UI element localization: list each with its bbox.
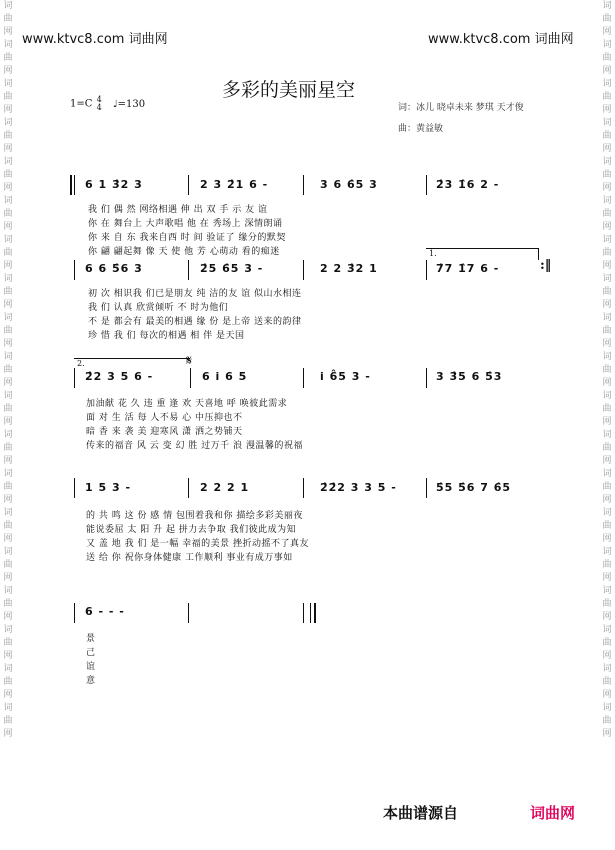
time-signature <box>97 96 102 112</box>
barline <box>303 175 304 195</box>
barline <box>188 478 189 498</box>
lyric-line: 不 是 都会有 最美的相遇 缘 份 是上帝 送来的韵律 <box>88 317 302 327</box>
barline <box>303 478 304 498</box>
volta-2-label: 2. <box>77 359 85 368</box>
lyric-line: 景 <box>86 634 96 644</box>
barline <box>74 260 75 280</box>
measure-notes: 6 - - - <box>85 605 125 618</box>
song-title: 多彩的美丽星空 <box>222 79 356 101</box>
lyric-line: 己 <box>86 648 96 658</box>
footer-source-text: 本曲谱源自 <box>383 804 459 822</box>
measure-notes: 6 6 5̂6 3 <box>85 262 143 275</box>
barline <box>188 260 189 280</box>
lyric-line: 意 <box>86 676 96 686</box>
barline <box>190 368 191 388</box>
lyric-line: 珍 惜 我 们 每次的相遇 相 伴 是天国 <box>88 331 245 341</box>
volta-bracket <box>426 248 538 249</box>
lyric-line: 的 共 鸣 这 份 感 情 包围着我和你 描绘多彩美丽夜 <box>86 511 303 521</box>
key-signature <box>70 96 145 112</box>
final-barline-thick <box>314 603 316 623</box>
measure-notes: 5̂5 5̂6 7 6̂5 <box>436 481 512 494</box>
barline-start <box>70 175 72 195</box>
barline <box>426 478 427 498</box>
volta-bracket <box>74 358 190 359</box>
time-top: 4 <box>96 95 102 104</box>
measure-notes: 2 2 2 1 <box>200 481 250 494</box>
key-text: 1=C <box>70 98 93 110</box>
barline <box>74 175 75 195</box>
measure-notes: 6 i 6 5 <box>202 370 248 383</box>
measure-notes: 2 2 3̂2 1 <box>320 262 378 275</box>
lyric-line: 暗 香 来 袭 美 迎寒风 潇 洒之势铺天 <box>86 427 243 437</box>
barline <box>303 260 304 280</box>
barline <box>188 175 189 195</box>
measure-notes: 1 5 3 - <box>85 481 132 494</box>
lyric-line: 传来的福音 风 云 变 幻 胜 过万千 浪 漫温馨的祝福 <box>86 441 303 451</box>
measure-notes: 6 1 3̂2 3 <box>85 178 143 191</box>
barline <box>426 175 427 195</box>
lyric-line: 送 给 你 祝你身体健康 工作顺利 事业有成万事如 <box>86 553 293 563</box>
tempo: ♩=130 <box>112 98 146 110</box>
side-watermark-right: 词曲网词曲网词曲网词曲网词曲网词曲网词曲网词曲网词曲网词曲网词曲网词曲网词曲网词曲网词曲网词曲网词曲网词曲网词曲网 <box>602 1 612 739</box>
volta-1-label: 1. <box>429 249 437 258</box>
lyric-line: 谊 <box>86 662 96 672</box>
lyric-line: 能说委屈 太 阳 升 起 拼力去争取 我们彼此成为知 <box>86 525 297 535</box>
lyric-line: 你 来 自 东 我来自西 时 间 验证了 缘分的默契 <box>88 233 286 243</box>
barline <box>426 368 427 388</box>
measure-notes: 2̂3 1̂6 2 - <box>436 178 500 191</box>
volta-end <box>538 248 539 260</box>
final-barline-thin <box>310 603 311 623</box>
lyric-line: 初 次 相识我 们已是朋友 纯 洁的友 谊 似山水相连 <box>88 289 302 299</box>
measure-notes: 7̂7 1̂7 6 - <box>436 262 500 275</box>
barline <box>74 478 75 498</box>
lyricist-credit: 词：冰儿 晓卓未来 梦琪 天才俊 <box>398 103 524 113</box>
lyric-line: 你 翩 翩起舞 像 天 使 他 芳 心萌动 看的痴迷 <box>88 247 280 257</box>
lyric-line: 我 们 认真 欣赏倾听 不 时为他们 <box>88 303 229 313</box>
lyric-line: 加油献 花 久 违 重 逢 欢 天喜地 呼 唤彼此需求 <box>86 399 288 409</box>
measure-notes: 3 3̂5 6 5̂3 <box>436 370 503 383</box>
lyric-line: 面 对 生 活 每 人不易 心 中压抑也不 <box>86 413 243 423</box>
measure-notes: 2 3 2̂1 6 - <box>200 178 269 191</box>
composer-credit: 曲：黄益敏 <box>398 124 444 134</box>
lyric-line: 我 们 偶 然 网络相遇 伸 出 双 手 示 友 谊 <box>88 205 268 215</box>
barline <box>426 260 427 280</box>
segno-sign: 𝄋 <box>186 353 193 369</box>
barline <box>74 603 75 623</box>
lyric-line: 又 盖 地 我 们 是一幅 幸福的美景 挫折动摇不了真友 <box>86 539 310 549</box>
time-bottom: 4 <box>96 103 102 112</box>
measure-notes: 3 6 6̂5 3 <box>320 178 378 191</box>
measure-notes: 2̂2̂2 3 3 5 - <box>320 481 397 494</box>
measure-notes: 2̂2 3 5 6 - <box>85 370 154 383</box>
footer-brand[interactable]: 词曲网 <box>530 804 576 822</box>
barline <box>74 368 75 388</box>
lyric-line: 你 在 舞台上 大声歌唱 他 在 秀场上 深情朗诵 <box>88 219 283 229</box>
barline <box>188 603 189 623</box>
side-watermark-left: 词曲网词曲网词曲网词曲网词曲网词曲网词曲网词曲网词曲网词曲网词曲网词曲网词曲网词曲网词曲网词曲网词曲网词曲网词曲网 <box>3 1 13 739</box>
site-watermark-right: www.ktvc8.com 词曲网 <box>428 32 574 47</box>
barline <box>303 368 304 388</box>
measure-notes: 2̂5 6̂5 3 - <box>200 262 264 275</box>
measure-notes: i 6̂5 3 - <box>320 370 371 383</box>
site-watermark-left: www.ktvc8.com 词曲网 <box>22 32 168 47</box>
repeat-sign: :‖ <box>540 258 552 273</box>
barline <box>303 603 304 623</box>
